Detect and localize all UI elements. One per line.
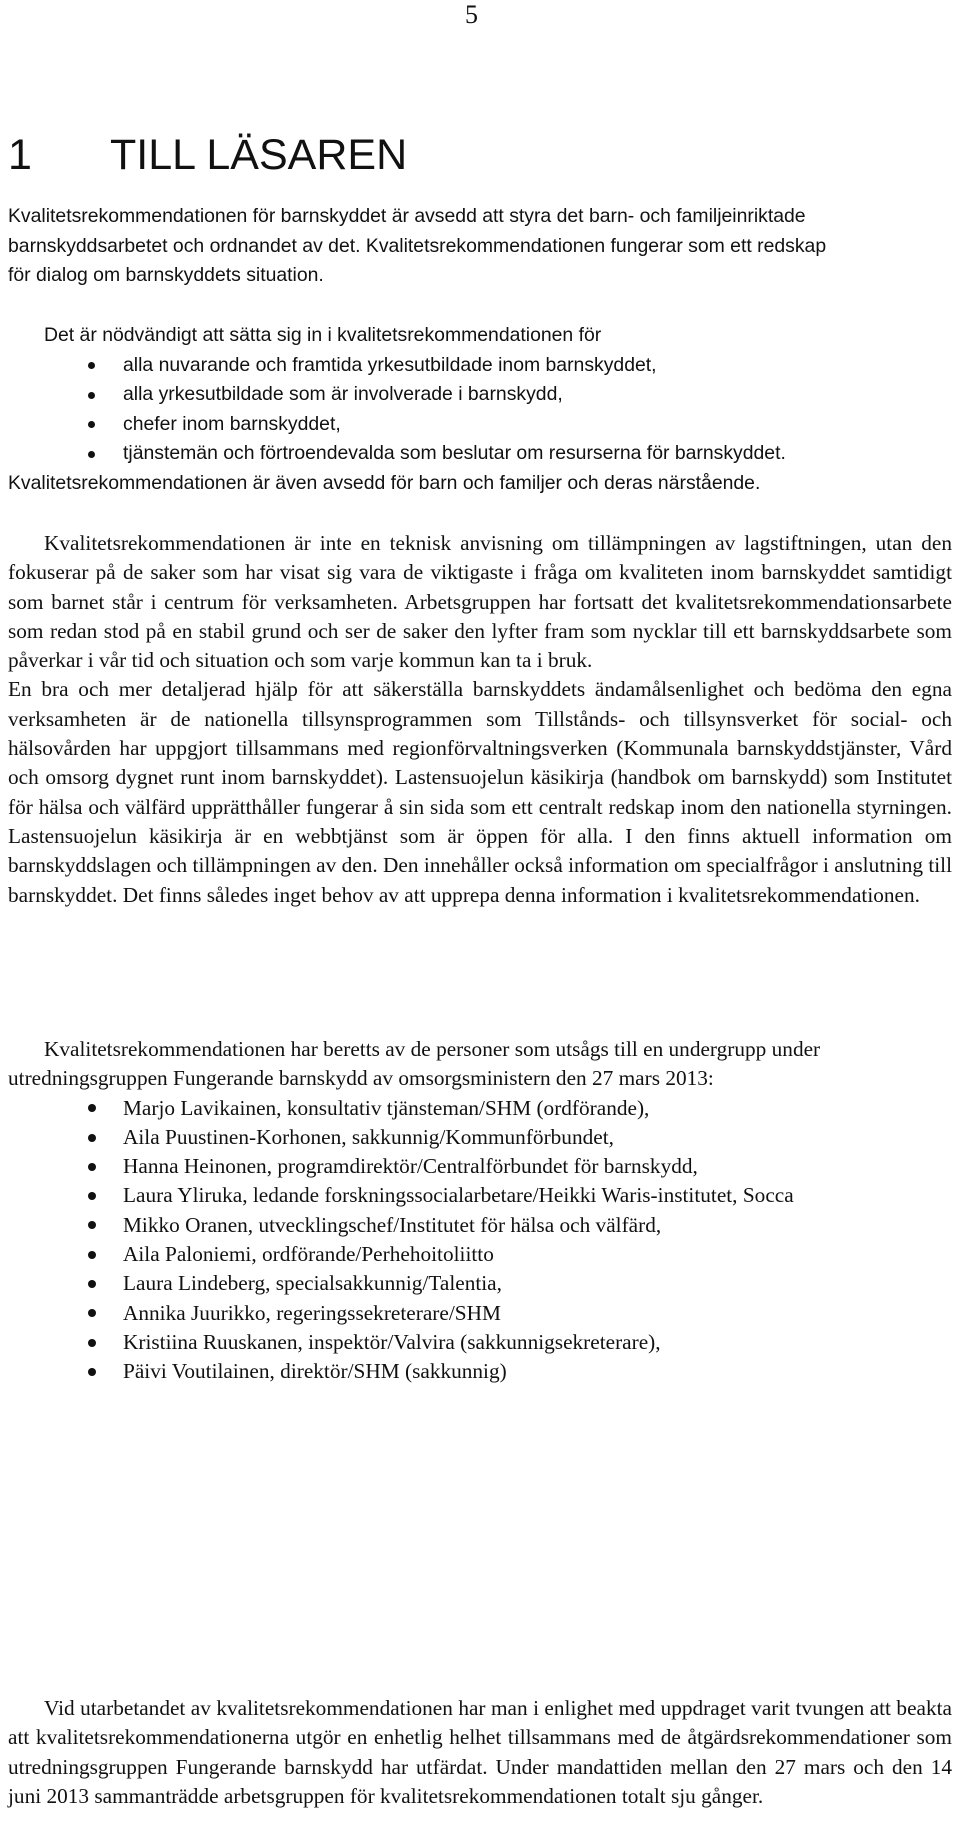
- body-paragraph: En bra och mer detaljerad hjälp för att säkerställa barnskyddets ändamålsenlighet och bedöma den egna verksamheten är de nationella tillsynsprogrammen som Tillstånds- och tillsynsverket för social- och hälsovården har uppgjort tillsammans med regionförvaltningsverken (Kommunala barnskyddstjänster, Vård och omsorg dygnet runt inom barnskyddet). Lastensuojelun käsikirja (handbok om barnskydd) som Institutet för hälsa och välfärd upprätthåller fungerar å sin sida som ett centralt redskap inom den nationella styrningen. Lastensuojelun käsikirja är en webbtjänst som är öppen för alla. I den finns aktuell information om barnskyddslagen och tillämpningen av den. Den innehåller också information om specialfrågor i anslutning till barnskyddet. Det finns således inget behov av att upprepa denna information i kvalitetsrekommendationen.: [8, 677, 952, 907]
- intro-line: barnskyddsarbetet och ordnandet av det. Kvalitetsrekommendationen fungerar som ett redskap: [8, 234, 827, 257]
- member-list: [8, 1094, 952, 1387]
- list-item: Laura Lindeberg, specialsakkunnig/Talentia,: [8, 1269, 952, 1298]
- list-item: Annika Juurikko, regeringssekreterare/SHM: [8, 1299, 952, 1328]
- audience-list: [8, 351, 952, 469]
- list-item: Aila Paloniemi, ordförande/Perhehoitoliitto: [8, 1240, 952, 1269]
- group-lead: utredningsgruppen Fungerande barnskydd av omsorgsministern den 27 mars 2013:: [8, 1066, 714, 1091]
- page-number: 5: [465, 0, 478, 29]
- intro-line: Kvalitetsrekommendationen för barnskyddet är avsedd att styra det barn- och familjeinriktade: [8, 205, 806, 227]
- closing-section: [8, 1694, 952, 1811]
- list-item: Marjo Lavikainen, konsultativ tjänsteman/SHM (ordförande),: [8, 1094, 952, 1123]
- list-item: alla nuvarande och framtida yrkesutbildade inom barnskyddet,: [8, 351, 952, 381]
- list-item: Mikko Oranen, utvecklingschef/Institutet för hälsa och välfärd,: [8, 1211, 952, 1240]
- section-number: 1: [8, 131, 32, 179]
- list-item: tjänstemän och förtroendevalda som beslutar om resurserna för barnskyddet.: [8, 439, 952, 469]
- intro-line: för dialog om barnskyddets situation.: [8, 264, 324, 286]
- working-group-section: [8, 1035, 952, 1387]
- audience-closing: Kvalitetsrekommendationen är även avsedd för barn och familjer och deras närstående.: [8, 471, 761, 494]
- list-item: Laura Yliruka, ledande forskningssocialarbetare/Heikki Waris-institutet, Socca: [8, 1181, 952, 1210]
- body-section: [8, 529, 952, 910]
- list-item: Kristiina Ruuskanen, inspektör/Valvira (sakkunnigsekreterare),: [8, 1328, 952, 1357]
- list-item: Aila Puustinen-Korhonen, sakkunnig/Kommunförbundet,: [8, 1123, 952, 1152]
- closing-paragraph: Vid utarbetandet av kvalitetsrekommendationen har man i enlighet med uppdraget varit tvungen att beakta att kvalitetsrekommendationerna utgör en enhetlig helhet tillsammans med de åtgärdsrekommendationer som utredningsgruppen Fungerande barnskydd har utfärdat. Under mandattiden mellan den 27 mars och den 14 juni 2013 sammanträdde arbetsgruppen för kvalitetsrekommendationen totalt sju gånger.: [8, 1696, 952, 1808]
- audience-lead: Det är nödvändigt att sätta sig in i kvalitetsrekommendationen för: [44, 324, 602, 346]
- audience-section: [8, 321, 952, 498]
- list-item: alla yrkesutbildade som är involverade i barnskydd,: [8, 380, 952, 410]
- group-lead: Kvalitetsrekommendationen har beretts av de personer som utsågs till en undergrupp under: [44, 1037, 821, 1061]
- section-title: TILL LÄSAREN: [110, 131, 408, 179]
- list-item: Päivi Voutilainen, direktör/SHM (sakkunnig): [8, 1357, 952, 1386]
- list-item: chefer inom barnskyddet,: [8, 410, 952, 440]
- list-item: Hanna Heinonen, programdirektör/Centralförbundet för barnskydd,: [8, 1152, 952, 1181]
- intro-paragraph: [8, 202, 952, 291]
- section-heading: [8, 130, 407, 180]
- body-paragraph: Kvalitetsrekommendationen är inte en teknisk anvisning om tillämpningen av lagstiftningen, utan den fokuserar på de saker som har visat sig vara de viktigaste i fråga om kvaliteten inom barnskyddet samtidigt som barnet står i centrum för verksamheten. Arbetsgruppen har fortsatt det kvalitetsrekommendationsarbete som redan stod på en stabil grund och ser de saker den lyfter fram som nycklar till ett barnskyddsarbete som påverkar i vår tid och situation och som varje kommun kan ta i bruk.: [8, 531, 952, 673]
